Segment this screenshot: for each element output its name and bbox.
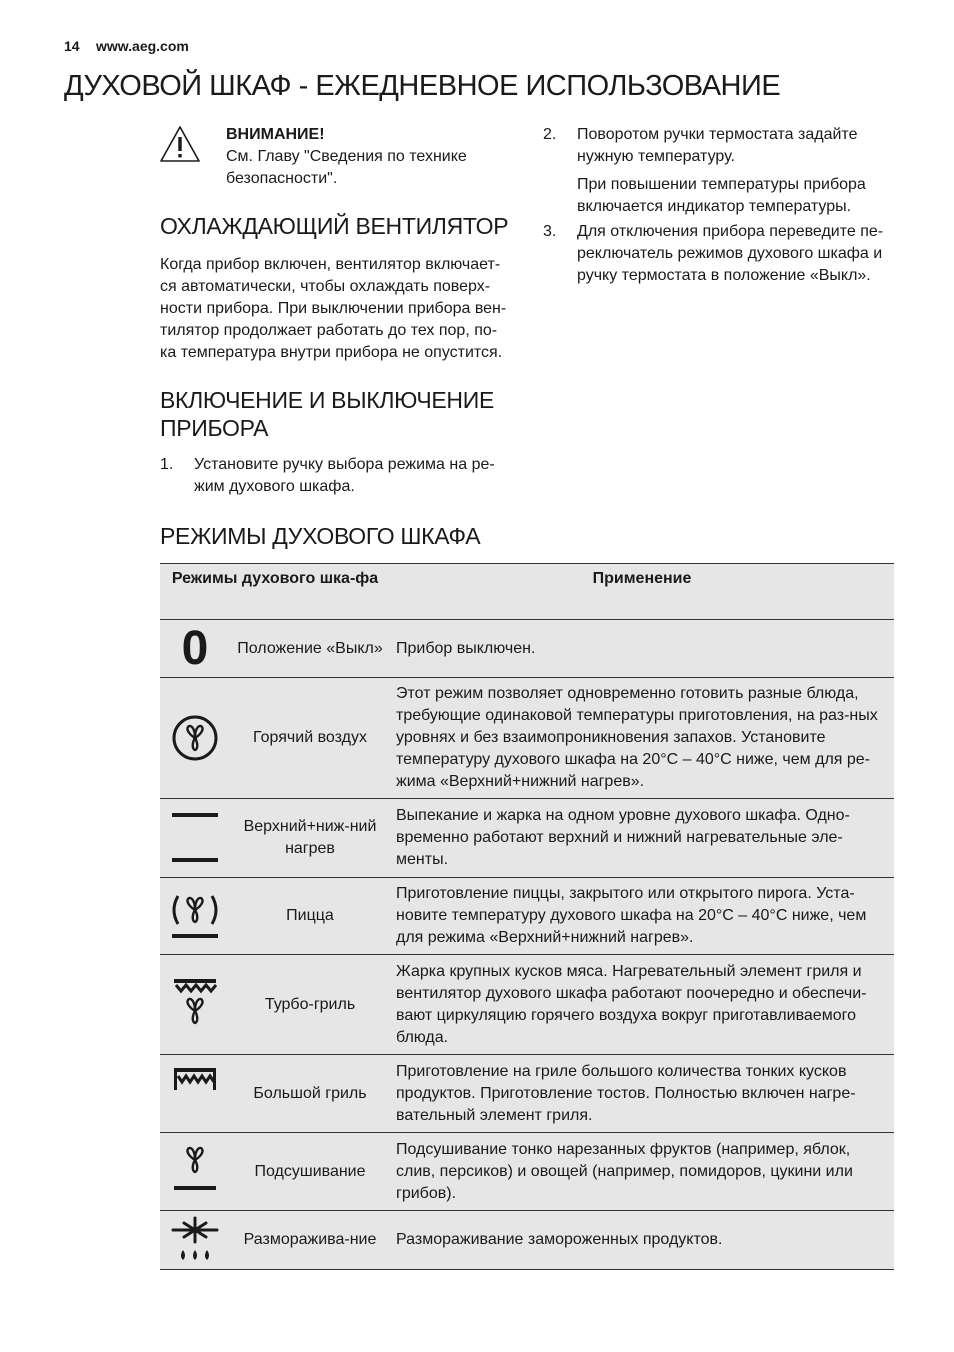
- table-row: [160, 1133, 894, 1211]
- cooling-fan-heading: ОХЛАЖДАЮЩИЙ ВЕНТИЛЯТОР: [160, 213, 509, 239]
- turbo-grill-icon: [160, 955, 230, 1055]
- mode-name: Положение «Выкл»: [230, 620, 390, 678]
- mode-name: Верхний+ниж-ний нагрев: [230, 799, 390, 878]
- list-item: [543, 124, 895, 170]
- list-item: [160, 454, 508, 500]
- site-url: www.aeg.com: [96, 38, 189, 54]
- table-row: [160, 678, 894, 799]
- step-number: 2.: [543, 126, 557, 143]
- mode-name: Горячий воздух: [230, 678, 390, 799]
- on-off-heading-line2: ПРИБОРА: [160, 415, 269, 441]
- top-bottom-heat-icon: [160, 799, 230, 878]
- zero-off-icon: 0: [160, 620, 230, 678]
- mode-description: Прибор выключен.: [390, 620, 894, 678]
- step-text: Поворотом ручки термостата задайте нужную температуру.: [577, 126, 858, 165]
- step-text: Установите ручку выбора режима на ре-жим духового шкафа.: [194, 456, 495, 495]
- page-title: ДУХОВОЙ ШКАФ - ЕЖЕДНЕВНОЕ ИСПОЛЬЗОВАНИЕ: [64, 70, 781, 102]
- mode-name: Пицца: [230, 878, 390, 955]
- mode-name: Большой гриль: [230, 1055, 390, 1133]
- table-row: [160, 1211, 894, 1270]
- step-number: 1.: [160, 456, 174, 473]
- column-header-use: Применение: [390, 564, 894, 620]
- page-number: 14: [64, 38, 80, 54]
- large-grill-icon: [160, 1055, 230, 1133]
- table-header-row: [160, 564, 894, 620]
- drying-fan-icon: [160, 1133, 230, 1211]
- on-off-heading-line1: ВКЛЮЧЕНИЕ И ВЫКЛЮЧЕНИЕ: [160, 387, 494, 413]
- defrost-icon: [160, 1211, 230, 1270]
- pizza-fan-icon: [160, 878, 230, 955]
- fan-circle-icon: [160, 678, 230, 799]
- modes-table: [160, 563, 894, 1270]
- warning-heading: ВНИМАНИЕ!: [226, 126, 325, 143]
- mode-description: Приготовление пиццы, закрытого или открытого пирога. Уста-новите температуру духового шкафа на 20°C – 40°C ниже, чем для режима «Верхний+нижний нагрев».: [390, 878, 894, 955]
- mode-name: Турбо-гриль: [230, 955, 390, 1055]
- mode-description: Выпекание и жарка на одном уровне духового шкафа. Одно-временно работают верхний и нижний нагревательные эле-менты.: [390, 799, 894, 878]
- column-header-mode: Режимы духового шка-фа: [160, 564, 390, 620]
- cooling-fan-text: Когда прибор включен, вентилятор включает-ся автоматически, чтобы охлаждать поверх-ности прибора. При выключении прибора вен-тилятор продолжает работать до тех пор, по-ка температура внутри прибора не опустится.: [160, 256, 507, 361]
- list-item: [543, 221, 895, 289]
- mode-description: Жарка крупных кусков мяса. Нагревательный элемент гриля и вентилятор духового шкафа работают поочередно и обеспечи-вают циркуляцию горячего воздуха вокруг приготавливаемого блюда.: [390, 955, 894, 1055]
- step-note: При повышении температуры прибора включается индикатор температуры.: [577, 176, 866, 215]
- modes-heading: РЕЖИМЫ ДУХОВОГО ШКАФА: [160, 523, 481, 549]
- table-row: [160, 878, 894, 955]
- mode-description: Этот режим позволяет одновременно готовить разные блюда, требующие одинаковой температуры приготовления, на раз-ных уровнях и без взаимопроникновения запахов. Установите температуру духового шкафа на 20°C – 40°C ниже, чем для ре-жима «Верхний+нижний нагрев».: [390, 678, 894, 799]
- on-off-heading: [160, 386, 520, 442]
- mode-name: Разморажива-ние: [230, 1211, 390, 1270]
- step-text: Для отключения прибора переведите пе-реключатель режимов духового шкафа и ручку термостата в положение «Выкл».: [577, 223, 884, 284]
- table-row: [160, 620, 894, 678]
- table-row: [160, 1055, 894, 1133]
- warning-text: См. Главу "Сведения по технике безопасности".: [226, 148, 467, 187]
- mode-description: Подсушивание тонко нарезанных фруктов (например, яблок, слив, персиков) и овощей (например, помидоров, цукини или грибов).: [390, 1133, 894, 1211]
- mode-description: Размораживание замороженных продуктов.: [390, 1211, 894, 1270]
- table-row: [160, 799, 894, 878]
- warning-triangle-icon: [158, 124, 202, 164]
- mode-description: Приготовление на гриле большого количества тонких кусков продуктов. Приготовление тостов. Полностью включен нагре-вательный элемент гриля.: [390, 1055, 894, 1133]
- warning-block: [226, 124, 506, 190]
- step-number: 3.: [543, 223, 557, 240]
- table-row: [160, 955, 894, 1055]
- mode-name: Подсушивание: [230, 1133, 390, 1211]
